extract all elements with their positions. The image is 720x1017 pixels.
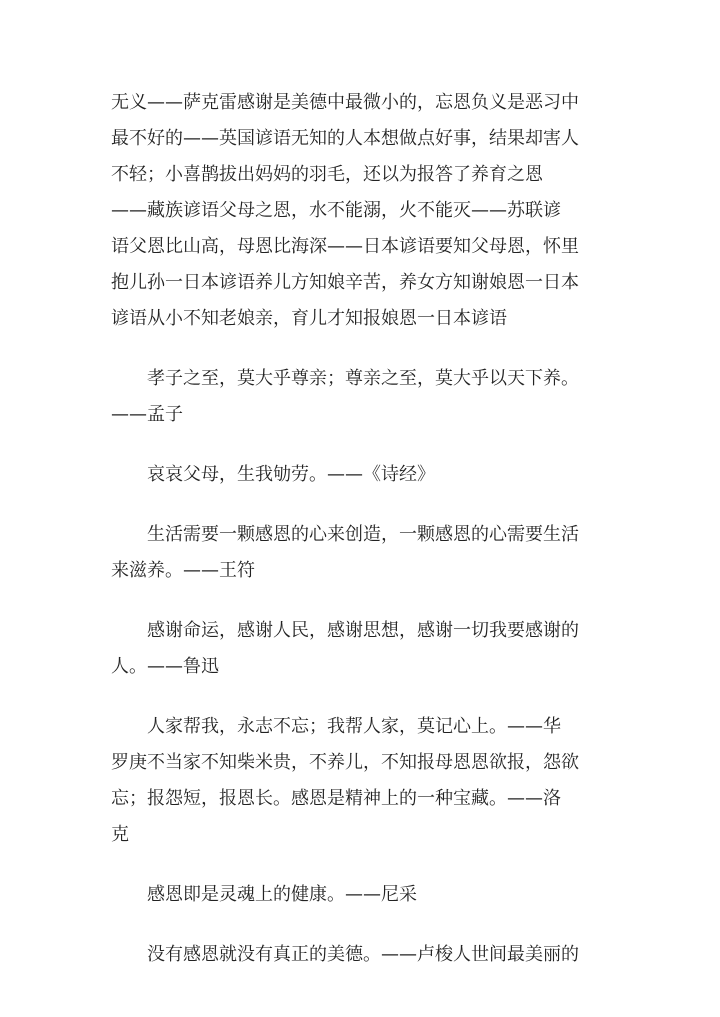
text-line: 生活需要一颗感恩的心来创造，一颗感恩的心需要生活 xyxy=(147,524,579,545)
text-line: 不轻；小喜鹊拔出妈妈的羽毛，还以为报答了养育之恩 xyxy=(111,164,543,185)
text-line: 感恩即是灵魂上的健康。——尼采 xyxy=(147,884,417,905)
text-line: 语父恩比山高，母恩比海深——日本谚语要知父母恩，怀里 xyxy=(111,236,579,257)
text-line: ——藏族谚语父母之恩，水不能溺，火不能灭——苏联谚 xyxy=(111,200,561,221)
text-line: 克 xyxy=(111,824,129,845)
text-line: 最不好的——英国谚语无知的人本想做点好事，结果却害人 xyxy=(111,128,579,149)
document-body xyxy=(111,85,619,997)
text-line: 罗庚不当家不知柴米贵，不养儿，不知报母恩恩欲报，怨欲 xyxy=(111,752,579,773)
text-line: 抱儿孙一日本谚语养儿方知娘辛苦，养女方知谢娘恩一日本 xyxy=(111,272,579,293)
text-line: 感谢命运，感谢人民，感谢思想，感谢一切我要感谢的 xyxy=(147,620,579,641)
text-line: 谚语从小不知老娘亲，育儿才知报娘恩一日本谚语 xyxy=(111,308,507,329)
text-line: 孝子之至，莫大乎尊亲；尊亲之至，莫大乎以天下养。 xyxy=(147,368,579,389)
paragraph-mencius xyxy=(111,361,619,433)
text-line: 人家帮我，永志不忘；我帮人家，莫记心上。——华 xyxy=(147,716,561,737)
text-line: 忘；报怨短，报恩长。感恩是精神上的一种宝藏。——洛 xyxy=(111,788,561,809)
paragraph-wangfu xyxy=(111,517,619,589)
text-line: 没有感恩就没有真正的美德。——卢梭人世间最美丽的 xyxy=(147,944,579,965)
paragraph-shijing xyxy=(111,457,619,493)
paragraph-hualuogeng xyxy=(111,709,619,853)
paragraph-nietzsche xyxy=(111,877,619,913)
paragraph-luxun xyxy=(111,613,619,685)
text-line: 人。——鲁迅 xyxy=(111,656,219,677)
paragraph-rousseau xyxy=(111,937,619,973)
text-line: 无义——萨克雷感谢是美德中最微小的，忘恩负义是恶习中 xyxy=(111,92,579,113)
text-line: ——孟子 xyxy=(111,404,183,425)
paragraph-proverbs xyxy=(111,85,619,337)
text-line: 来滋养。——王符 xyxy=(111,560,255,581)
text-line: 哀哀父母，生我劬劳。——《诗经》 xyxy=(147,464,435,485)
